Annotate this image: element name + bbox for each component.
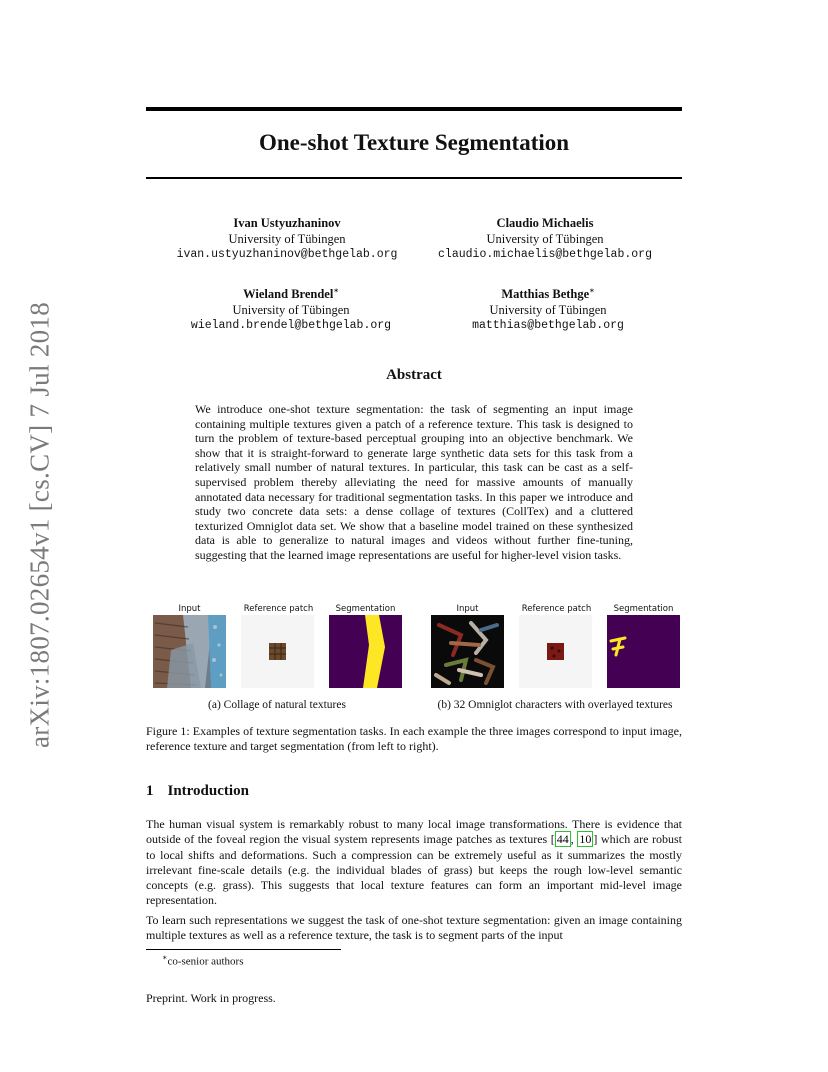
author-name: Matthias Bethge [501, 287, 590, 302]
section-heading [146, 783, 249, 800]
panel-label-input: Input [178, 604, 201, 614]
footnote-text: co-senior authors [167, 955, 244, 968]
abstract-text: We introduce one-shot texture segmentation: the task of segmenting an input image containing multiple textures given a patch of a reference texture. This task is designed to turn the problem of texture-based perceptual grouping into an objective benchmark. We show that it is straight-forward to generate large synthetic data sets for this task from a relatively small number of natural textures. In particular, this task can be cast as a self-supervised problem thereby alleviating the need for massive amounts of manually annotated data necessary for traditional segmentation tasks. In this paper we introduce and study two concrete data sets: a dense collage of textures (CollTex) and a cluttered texturized Omniglot data set. We show that a baseline model trained on these synthesized data is able to generalize to natural images and videos without further fine-tuning, suggesting that the learned image representations are useful for higher-level vision tasks. [195, 402, 633, 562]
omniglot-input-image [431, 615, 504, 688]
segmentation-mask-image [607, 615, 680, 688]
author-affiliation: University of Tübingen [489, 302, 607, 317]
panel-label-reference: Reference patch [243, 604, 314, 614]
abstract-heading: Abstract [386, 367, 442, 383]
co-senior-mark: ∗ [589, 286, 595, 295]
panel-label-segmentation: Segmentation [613, 604, 674, 614]
author-affiliation: University of Tübingen [228, 231, 346, 246]
author-affiliation: University of Tübingen [232, 302, 350, 317]
author-name: Claudio Michaelis [496, 216, 594, 230]
panel-label-input: Input [456, 604, 479, 614]
author-email[interactable]: wieland.brendel@bethgelab.org [190, 319, 392, 333]
paper-title: One-shot Texture Segmentation [258, 130, 570, 155]
panel-label-segmentation: Segmentation [335, 604, 396, 614]
intro-paragraph-1: The human visual system is remarkably robust to many local image transformations. There is evidence that outside of the foveal region the visual system represents image patches as textures [ 44 , 10 ] which are robust to local shifts and deformations. Such a compression can be extremely useful as it summarizes the mostly irrelevant fine-scale details (e.g. the individual blades of grass) but keeps the rough low-level semantic concepts (e.g. grass). This suggests that local texture features can form an important mid-level image representation. [146, 817, 683, 908]
top-rule [146, 107, 682, 111]
subcaption-b: (b) 32 Omniglot characters with overlayed textures [437, 699, 673, 711]
footnote [162, 953, 244, 968]
panel-label-reference: Reference patch [521, 604, 592, 614]
subcaption-a: (a) Collage of natural textures [208, 699, 346, 711]
author-block [403, 283, 693, 334]
author-name: Ivan Ustyuzhaninov [233, 216, 341, 230]
section-number: 1 [146, 783, 154, 799]
citation-link[interactable]: 10 [579, 832, 592, 847]
arxiv-identifier: arXiv:1807.02654v1 [cs.CV] 7 Jul 2018 [24, 301, 55, 749]
footnote-rule [146, 949, 341, 950]
author-email[interactable]: ivan.ustyuzhaninov@bethgelab.org [176, 248, 398, 261]
co-senior-mark: ∗ [333, 286, 339, 295]
preprint-note: Preprint. Work in progress. [146, 991, 276, 1005]
citation-link[interactable]: 44 [556, 832, 569, 847]
footnote-mark: ∗ [162, 953, 168, 962]
reference-patch-image [519, 615, 592, 688]
author-affiliation: University of Tübingen [486, 231, 604, 246]
figure-caption: Figure 1: Examples of texture segmentation tasks. In each example the three images correspond to input image, reference texture and target segmentation (from left to right). [146, 724, 682, 753]
collage-input-image [153, 615, 226, 688]
intro-paragraph-2: To learn such representations we suggest the task of one-shot texture segmentation: given an image containing multiple textures as well as a reference texture, the task is to segment parts of the input [146, 913, 682, 943]
title-rule [146, 177, 682, 179]
segmentation-mask-image [329, 615, 402, 688]
section-title: Introduction [167, 783, 249, 799]
author-email[interactable]: claudio.michaelis@bethgelab.org [438, 248, 652, 261]
author-block [142, 216, 432, 263]
author-block [400, 216, 690, 263]
author-email[interactable]: matthias@bethgelab.org [472, 319, 624, 333]
reference-patch-image [241, 615, 314, 688]
author-block [146, 283, 436, 334]
author-name: Wieland Brendel [243, 287, 334, 302]
